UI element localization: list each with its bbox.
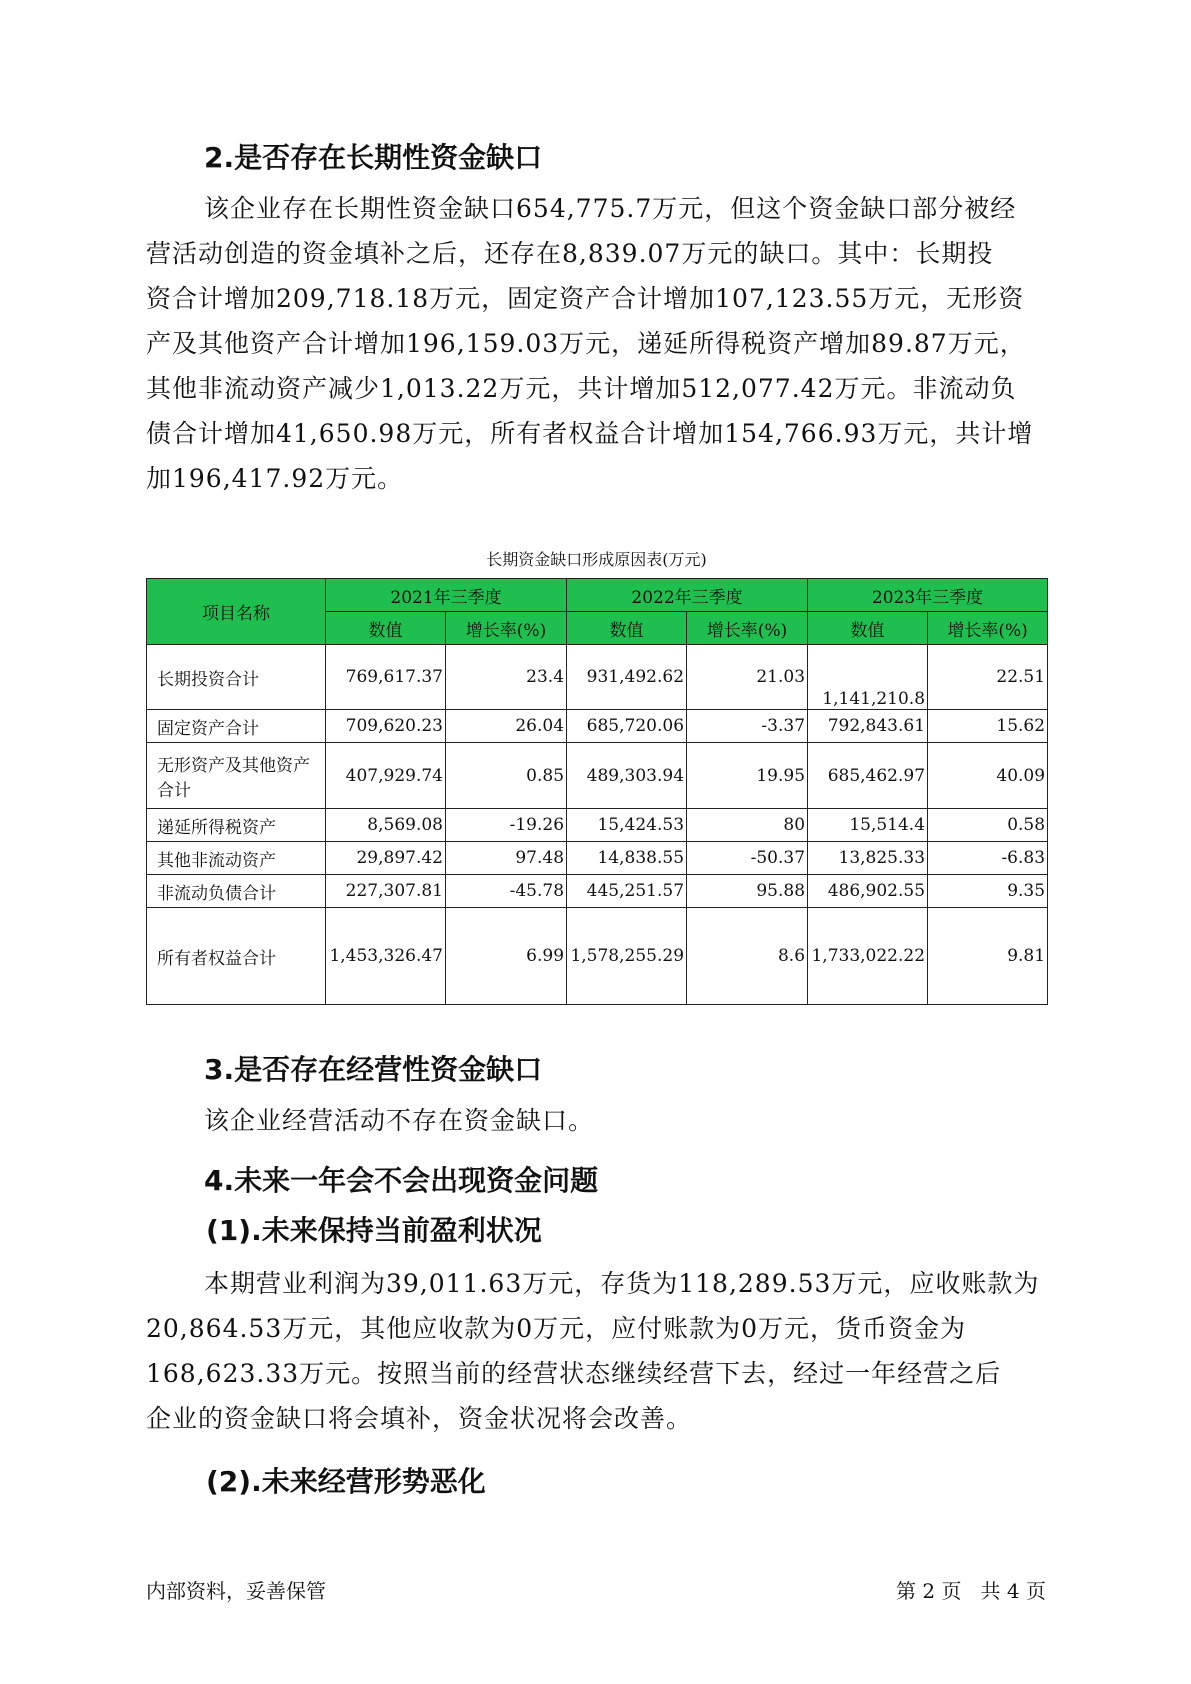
value-cell: 13,825.33	[808, 842, 928, 875]
growth-cell: 9.35	[928, 875, 1048, 908]
section-3-heading: 3.是否存在经营性资金缺口	[204, 1053, 543, 1086]
paragraph-line: 企业的资金缺口将会填补，资金状况将会改善。	[146, 1404, 693, 1433]
growth-cell: 80	[687, 809, 808, 842]
row-name: 无形资产及其他资产合计	[147, 743, 326, 809]
value-cell: 489,303.94	[567, 743, 687, 809]
growth-cell: -6.83	[928, 842, 1048, 875]
growth-cell: -3.37	[687, 710, 808, 743]
paragraph-line: 加196,417.92万元。	[146, 464, 404, 493]
value-cell: 8,569.08	[326, 809, 446, 842]
table-row	[147, 809, 1048, 842]
table-row	[147, 908, 1048, 1005]
growth-cell: -50.37	[687, 842, 808, 875]
growth-cell: -45.78	[446, 875, 567, 908]
paragraph-line: 产及其他资产合计增加196,159.03万元，递延所得税资产增加89.87万元，	[146, 329, 1026, 358]
growth-cell: 0.58	[928, 809, 1048, 842]
row-name: 长期投资合计	[147, 645, 326, 710]
section-3-paragraph	[146, 1098, 1066, 1143]
growth-cell: 19.95	[687, 743, 808, 809]
long-term-gap-table	[146, 578, 1048, 1005]
row-name: 固定资产合计	[147, 710, 326, 743]
item-name-header: 项目名称	[147, 579, 326, 645]
value-cell: 407,929.74	[326, 743, 446, 809]
subsection-4-2-heading: (2).未来经营形势恶化	[206, 1465, 486, 1498]
growth-cell: 26.04	[446, 710, 567, 743]
growth-cell: 21.03	[687, 645, 808, 710]
value-cell: 1,141,210.8	[808, 645, 928, 710]
paragraph-line: 168,623.33万元。按照当前的经营状态继续经营下去，经过一年经营之后	[146, 1359, 1002, 1388]
growth-cell: 0.85	[446, 743, 567, 809]
value-cell: 685,462.97	[808, 743, 928, 809]
value-cell: 445,251.57	[567, 875, 687, 908]
period-header: 2022年三季度	[567, 579, 808, 612]
growth-cell: 6.99	[446, 908, 567, 1005]
growth-cell: 15.62	[928, 710, 1048, 743]
row-name: 其他非流动资产	[147, 842, 326, 875]
table-row	[147, 710, 1048, 743]
value-header: 数值	[808, 612, 928, 645]
value-cell: 792,843.61	[808, 710, 928, 743]
paragraph-line: 营活动创造的资金填补之后，还存在8,839.07万元的缺口。其中：长期投	[146, 239, 994, 268]
value-cell: 29,897.42	[326, 842, 446, 875]
value-cell: 709,620.23	[326, 710, 446, 743]
table-row	[147, 875, 1048, 908]
value-header: 数值	[326, 612, 446, 645]
section-2-heading: 2.是否存在长期性资金缺口	[204, 141, 543, 174]
value-cell: 931,492.62	[567, 645, 687, 710]
growth-cell: 95.88	[687, 875, 808, 908]
footer-page-number: 第 2 页 共 4 页	[896, 1579, 1046, 1603]
row-name: 所有者权益合计	[147, 908, 326, 1005]
growth-cell: 40.09	[928, 743, 1048, 809]
paragraph-line: 20,864.53万元，其他应收款为0万元，应付账款为0万元，货币资金为	[146, 1314, 967, 1343]
table-row	[147, 645, 1048, 710]
growth-cell: 9.81	[928, 908, 1048, 1005]
period-header: 2023年三季度	[808, 579, 1048, 612]
value-header: 数值	[567, 612, 687, 645]
table-row	[147, 842, 1048, 875]
period-header: 2021年三季度	[326, 579, 567, 612]
paragraph-line: 该企业存在长期性资金缺口654,775.7万元，但这个资金缺口部分被经	[204, 194, 1017, 223]
table-row	[147, 743, 1048, 809]
growth-header: 增长率(%)	[687, 612, 808, 645]
growth-cell: 22.51	[928, 645, 1048, 710]
section-2-paragraph	[146, 186, 1066, 501]
value-cell: 769,617.37	[326, 645, 446, 710]
paragraph-line: 资合计增加209,718.18万元，固定资产合计增加107,123.55万元，无形资	[146, 284, 1025, 313]
subsection-4-1-heading: (1).未来保持当前盈利状况	[206, 1214, 542, 1247]
value-cell: 1,733,022.22	[808, 908, 928, 1005]
row-name: 递延所得税资产	[147, 809, 326, 842]
paragraph-line: 债合计增加41,650.98万元，所有者权益合计增加154,766.93万元，共计增	[146, 419, 1034, 448]
growth-cell: 8.6	[687, 908, 808, 1005]
value-cell: 1,578,255.29	[567, 908, 687, 1005]
value-cell: 1,453,326.47	[326, 908, 446, 1005]
section-4-heading: 4.未来一年会不会出现资金问题	[204, 1164, 599, 1197]
paragraph-line: 本期营业利润为39,011.63万元，存货为118,289.53万元，应收账款为	[204, 1269, 1040, 1298]
row-name: 非流动负债合计	[147, 875, 326, 908]
growth-cell: 23.4	[446, 645, 567, 710]
table-caption: 长期资金缺口形成原因表(万元)	[486, 550, 707, 569]
subsection-4-1-paragraph	[146, 1261, 1066, 1441]
growth-header: 增长率(%)	[928, 612, 1048, 645]
growth-header: 增长率(%)	[446, 612, 567, 645]
paragraph-line: 其他非流动资产减少1,013.22万元，共计增加512,077.42万元。非流动负	[146, 374, 1017, 403]
value-cell: 15,514.4	[808, 809, 928, 842]
paragraph-line: 该企业经营活动不存在资金缺口。	[204, 1106, 595, 1135]
value-cell: 14,838.55	[567, 842, 687, 875]
growth-cell: -19.26	[446, 809, 567, 842]
value-cell: 15,424.53	[567, 809, 687, 842]
value-cell: 685,720.06	[567, 710, 687, 743]
value-cell: 486,902.55	[808, 875, 928, 908]
footer-left-note: 内部资料，妥善保管	[146, 1579, 326, 1603]
value-cell: 227,307.81	[326, 875, 446, 908]
growth-cell: 97.48	[446, 842, 567, 875]
